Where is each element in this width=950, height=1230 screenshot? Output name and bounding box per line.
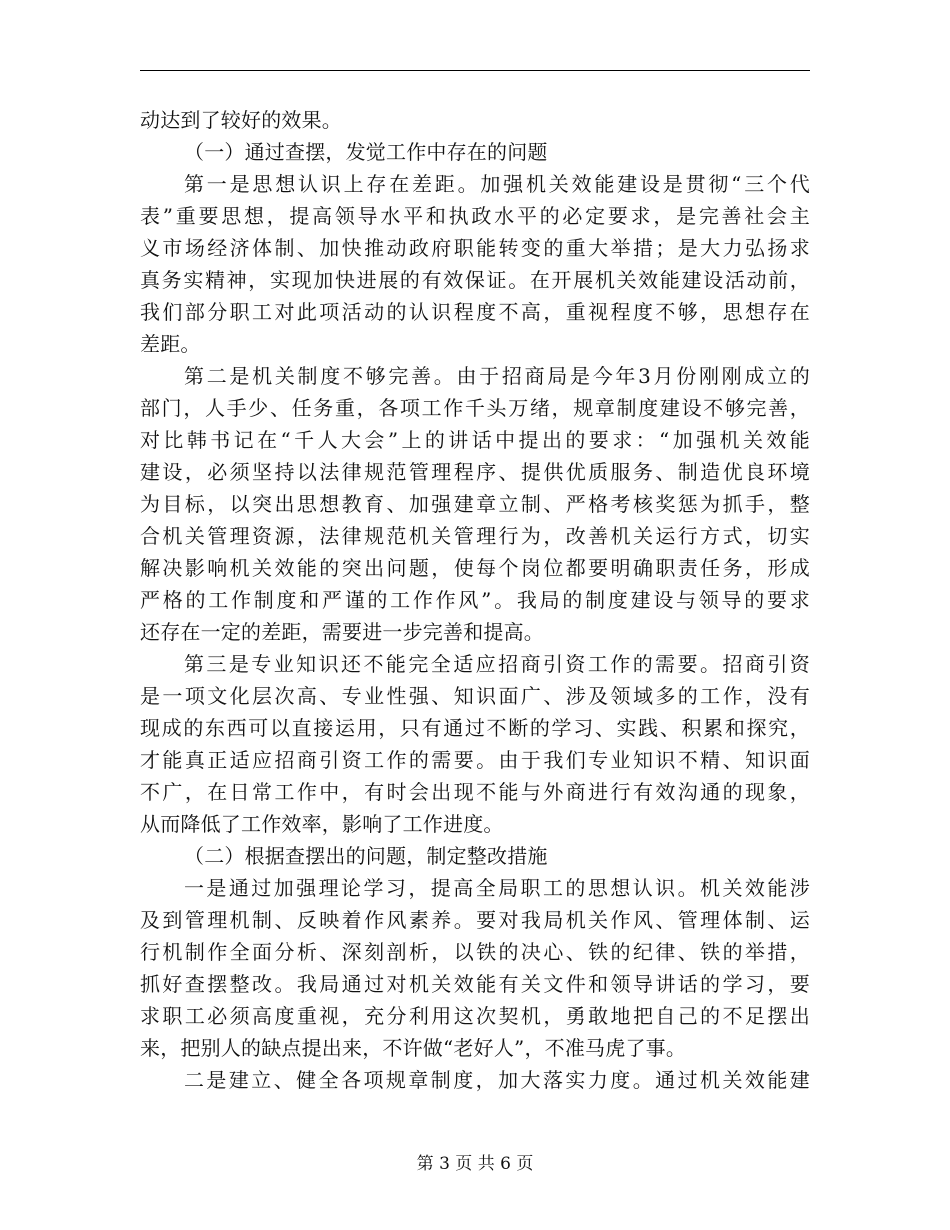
text-line: 二是建立、健全各项规章制度，加大落实力度。通过机关效能建 [184, 1068, 810, 1092]
text-line: 抓好查摆整改。我局通过对机关效能有关文件和领导讲话的学习，要 [140, 972, 810, 996]
text-line: 表”重要思想，提高领导水平和执政水平的必定要求，是完善社会主 [140, 204, 810, 228]
text-line: 动达到了较好的效果。 [140, 108, 342, 132]
text-line: 严格的工作制度和严谨的工作作风”。我局的制度建设与领导的要求 [140, 588, 810, 612]
text-line: 对比韩书记在“千人大会”上的讲话中提出的要求：“加强机关效能 [140, 428, 810, 452]
text-line: 求职工必须高度重视，充分利用这次契机，勇敢地把自己的不足摆出 [140, 1004, 810, 1028]
text-line: 我们部分职工对此项活动的认识程度不高，重视程度不够，思想存在 [140, 300, 810, 324]
text-line: 部门，人手少、任务重，各项工作千头万绪，规章制度建设不够完善， [140, 396, 810, 420]
text-line: 第二是机关制度不够完善。由于招商局是今年3月份刚刚成立的 [184, 364, 810, 388]
text-line: 合机关管理资源，法律规范机关管理行为，改善机关运行方式，切实 [140, 524, 810, 548]
text-line: 第三是专业知识还不能完全适应招商引资工作的需要。招商引资 [184, 652, 810, 676]
text-line: 及到管理机制、反映着作风素养。要对我局机关作风、管理体制、运 [140, 908, 810, 932]
header-rule [140, 70, 810, 71]
text-line: 才能真正适应招商引资工作的需要。由于我们专业知识不精、知识面 [140, 748, 810, 772]
text-line: 是一项文化层次高、专业性强、知识面广、涉及领域多的工作，没有 [140, 684, 810, 708]
text-line: 从而降低了工作效率，影响了工作进度。 [140, 812, 504, 836]
text-line: 建设，必须坚持以法律规范管理程序、提供优质服务、制造优良环境 [140, 460, 810, 484]
text-line: 来，把别人的缺点提出来，不许做“老好人”，不准马虎了事。 [140, 1036, 687, 1060]
document-body [140, 104, 810, 1096]
text-line: 解决影响机关效能的突出问题，使每个岗位都要明确职责任务，形成 [140, 556, 810, 580]
section-heading: （一）通过查摆，发觉工作中存在的问题 [184, 140, 548, 164]
text-line: 义市场经济体制、加快推动政府职能转变的重大举措；是大力弘扬求 [140, 236, 810, 260]
text-line: 还存在一定的差距，需要进一步完善和提高。 [140, 620, 544, 644]
section-heading: （二）根据查摆出的问题，制定整改措施 [184, 844, 548, 868]
text-line: 为目标，以突出思想教育、加强建章立制、严格考核奖惩为抓手，整 [140, 492, 810, 516]
text-line: 不广，在日常工作中，有时会出现不能与外商进行有效沟通的现象， [140, 780, 810, 804]
text-line: 一是通过加强理论学习，提高全局职工的思想认识。机关效能涉 [184, 876, 810, 900]
text-line: 第一是思想认识上存在差距。加强机关效能建设是贯彻“三个代 [184, 172, 810, 196]
text-line: 真务实精神，实现加快进展的有效保证。在开展机关效能建设活动前， [140, 268, 810, 292]
text-line: 现成的东西可以直接运用，只有通过不断的学习、实践、积累和探究， [140, 716, 810, 740]
text-line: 行机制作全面分析、深刻剖析，以铁的决心、铁的纪律、铁的举措， [140, 940, 810, 964]
page-number: 第 3 页 共 6 页 [416, 1154, 534, 1174]
text-line: 差距。 [140, 332, 201, 356]
